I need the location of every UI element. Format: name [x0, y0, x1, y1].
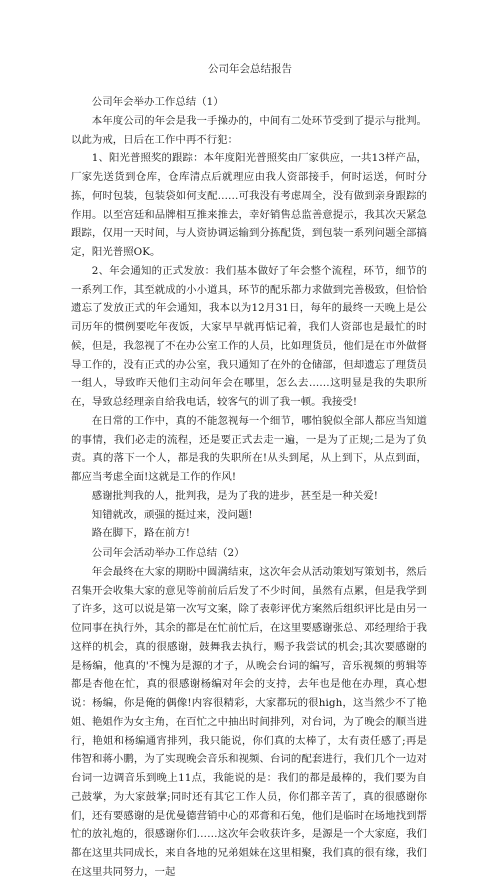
paragraph: 本年度公司的年会是我一手操办的，中间有二处环节受到了提示与批判。以此为戒，日后在工作中再不行犯： — [71, 114, 427, 146]
document-body — [71, 92, 427, 882]
paragraph: 路在脚下，路在前方! — [91, 527, 190, 540]
paragraph: 年会最终在大家的期盼中圆满结束，这次年会从活动策划写策划书，然后召集开会收集大家的意见等前前后后发了不少时间，虽然有点累，但是我学到了许多，这可以说是第一次写文案，除了表彰评优方案然后组织评比是由另一位同事在执行外，其余的都是在忙前忙后，在这里要感谢张总、邓经理给于我这样的机会，真的很感谢，鼓舞我去执行，赐予我尝试的机会;其次要感谢的是杨编，他真的'不愧为是源的才子，从晚会台词的编写，音乐视频的剪辑等都是杏他在忙，真的很感谢杨编对年会的支持，去年也是他在办理，真心想说：杨编，你是俺的偶像!内容很精彩，大家都玩的很high，这当然少不了艳姐、艳姐作为女主角，在百忙之中抽出时间排列，对台词，为了晚会的顺当进行，艳姐和杨编通宵排列，我只能说，你们真的太棒了，太有责任感了;再是伟智和蒋小鹏，为了实现晚会音乐和视频、台词的配套进行，我们几个一边对台词一边调音乐到晚上11点，我能说的是：我们的都是最棒的，我们要为自己鼓掌，为大家鼓掌;同时还有其它工作人员，你们都辛苦了，真的很感谢你们，还有要感谢的是优曼德营销中心的邓膏和石兔，他们是临时在场地找到帮忙的放礼炮的，很感谢你们……这次年会收获许多，是源是一个大家庭，我们都在这里共同成长，来自各地的兄弟姐妹在这里相聚，我们真的很有缘，我们在这里共同努力，一起 — [71, 565, 427, 878]
paragraph: 在日常的工作中，真的不能忽视每一个细节，哪怕貌似全部人都应当知道的事情，我们必走的流程，还是要正式去走一遍，一是为了正规;二是为了负责。真的落下一个人，都是我的失职所在!从头到尾，从上到下，从点到面，都应当考虑全面!这就是工作的作风! — [71, 414, 427, 483]
paragraph: 感谢批判我的人，批判我，是为了我的进步，甚至是一种关爱! — [91, 489, 378, 502]
section-heading-2: 公司年会活动举办工作总结（2） — [91, 547, 245, 559]
document-title: 公司年会总结报告 — [208, 63, 292, 75]
paragraph: 1、阳光普照奖的跟踪：本年度阳光普照奖由厂家供应，一共13样产品，厂家先送货到仓库，仓库清点后就理应由我人资部接手，何时运送，何时分拣，何时包装，包装袋如何支配……可我没有考虑周全，没有做到亲身跟踪的作用。以至宫廷和品牌相互推来推去，幸好销售总监善意提示，我其次天紧急跟踪，仅用一天时间，与人资协调运输到分拣配货，到包装一系列问题全部搞定，阳光普照OK。 — [71, 152, 427, 258]
section-heading-1: 公司年会举办工作总结（1） — [91, 96, 224, 108]
paragraph: 知错就改，顽强的挺过来，没问题! — [91, 508, 253, 521]
paragraph: 2、年会通知的正式发放：我们基本做好了年会整个流程，环节，细节的一系列工作，其至就成的小小道具，环节的配乐都力求做到完善极致，但恰恰遗忘了发放正式的年会通知，我本以为12月31日，每年的最终一天晚上是公司历年的惯例要吃年夜饭，大家早早就再惦记着，我们人资部也是最忙的时候，但是，我忽视了不在办公室工作的人员，比如理货员，他们是在市外做督导工作的，没有正式的办公室，我只通知了在外的仓储部，但却遗忘了理货员一组人，导致昨天他们主动问年会在哪里，怎么去……这明显是我的失职所在，导致总经理亲自给我电话，较客气的训了我一顿。我接受! — [71, 264, 427, 408]
